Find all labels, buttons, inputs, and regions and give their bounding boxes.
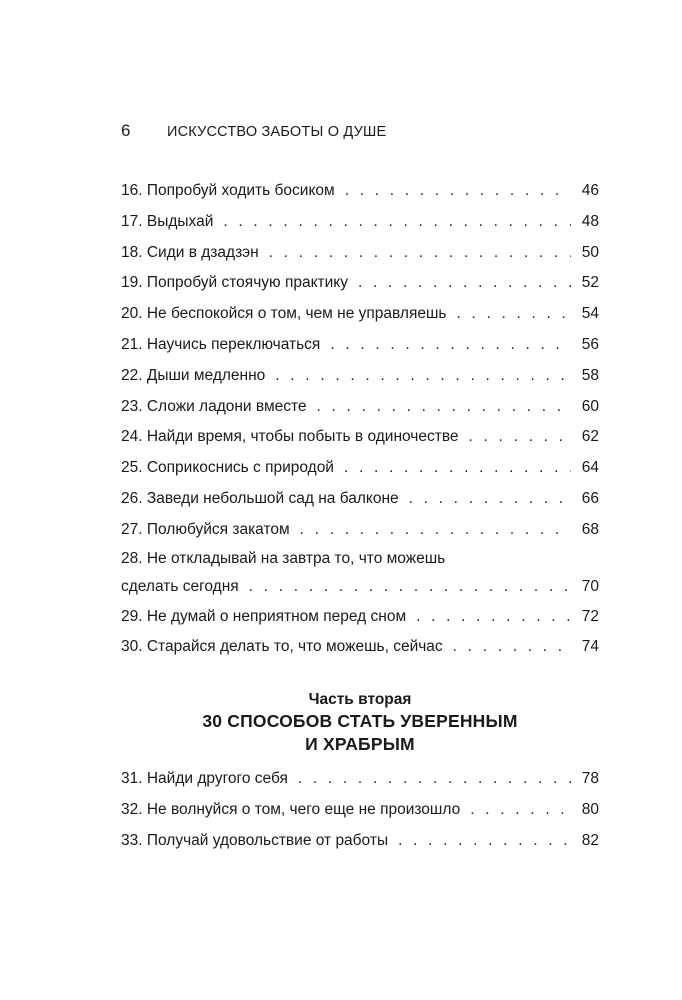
toc-entry [121, 176, 599, 207]
toc-entry [121, 546, 599, 602]
toc-entry-page: 80 [581, 800, 599, 818]
toc-entry-title: 30. Старайся делать то, что можешь, сейчас [121, 638, 443, 656]
leader-dots [398, 826, 571, 857]
toc-entry-page: 50 [581, 243, 599, 261]
toc-entry-title: 16. Попробуй ходить босиком [121, 182, 335, 199]
toc-part-two [121, 764, 599, 856]
toc-entry [121, 361, 599, 392]
toc-entry [121, 238, 599, 269]
toc-part-one [121, 176, 599, 663]
toc-entry [121, 826, 599, 857]
toc-entry-title: 26. Заведи небольшой сад на балконе [121, 489, 399, 507]
toc-entry [121, 330, 599, 361]
toc-entry-page: 58 [581, 366, 599, 384]
toc-entry-title: 29. Не думай о неприятном перед сном [121, 607, 407, 625]
toc-entry [121, 392, 599, 423]
toc-entry-title: 27. Полюбуйся закатом [121, 520, 290, 538]
part-title-line-1: 30 СПОСОБОВ СТАТЬ УВЕРЕННЫМ [202, 711, 518, 731]
running-head [121, 121, 601, 141]
toc-entry-page: 78 [581, 770, 599, 787]
leader-dots [409, 484, 571, 515]
toc-entry-page: 64 [581, 459, 599, 477]
leader-dots [223, 207, 571, 238]
page-number: 6 [121, 121, 131, 140]
leader-dots [470, 795, 571, 826]
toc-entry-title: 23. Сложи ладони вместе [121, 397, 307, 415]
leader-dots [345, 176, 571, 207]
toc-entry [121, 268, 599, 299]
toc-entry-page: 48 [581, 212, 599, 230]
leader-dots [317, 392, 571, 423]
leader-dots [416, 602, 571, 633]
toc-entry-title: 17. Выдыхай [121, 212, 214, 230]
toc-entry-page: 68 [581, 520, 599, 538]
toc-entry [121, 299, 599, 330]
toc-entry-page: 60 [581, 397, 599, 415]
toc-entry-title: 20. Не беспокойся о том, чем не управляешь [121, 305, 447, 323]
toc-entry-title: 19. Попробуй стоячую практику [121, 274, 348, 292]
toc-entry-page: 70 [581, 577, 599, 595]
toc-entry-title: 18. Сиди в дзадзэн [121, 243, 259, 261]
toc-entry-page: 54 [581, 305, 599, 323]
toc-entry-title: 22. Дыши медленно [121, 366, 266, 384]
part-two-heading [121, 690, 599, 756]
toc-entry-page: 52 [581, 274, 599, 292]
toc-entry-title: 25. Соприкоснись с природой [121, 459, 334, 477]
part-title-line-2: И ХРАБРЫМ [305, 734, 415, 754]
toc-entry [121, 795, 599, 826]
toc-entry-title: 21. Научись переключаться [121, 335, 321, 353]
toc-entry-title: 24. Найди время, чтобы побыть в одиночестве [121, 428, 459, 446]
leader-dots [453, 632, 571, 663]
leader-dots [298, 764, 571, 795]
leader-dots [269, 238, 571, 269]
toc-entry [121, 207, 599, 238]
toc-entry-page: 56 [581, 335, 599, 353]
toc-entry-page: 62 [581, 428, 599, 446]
toc-entry-page: 46 [581, 182, 599, 199]
leader-dots [469, 422, 571, 453]
book-title: ИСКУССТВО ЗАБОТЫ О ДУШЕ [167, 124, 387, 140]
toc-entry [121, 515, 599, 546]
leader-dots [300, 515, 571, 546]
toc-entry [121, 484, 599, 515]
toc-entry [121, 422, 599, 453]
toc-entry-title: 28. Не откладывай на завтра то, что можешь [121, 549, 446, 567]
leader-dots [358, 268, 571, 299]
toc-entry-page: 82 [581, 831, 599, 849]
toc-entry-title: 33. Получай удовольствие от работы [121, 831, 389, 849]
toc-entry-page: 72 [581, 607, 599, 625]
toc-entry-page: 66 [581, 489, 599, 507]
toc-entry-title-continued: сделать сегодня [121, 577, 239, 595]
toc-entry [121, 602, 599, 633]
leader-dots [330, 330, 571, 361]
leader-dots [344, 453, 571, 484]
part-label: Часть вторая [308, 691, 412, 708]
toc-entry-title: 32. Не волнуйся о том, чего еще не произошло [121, 800, 461, 818]
toc-entry-page: 74 [581, 638, 599, 656]
toc-entry [121, 764, 599, 795]
toc-entry-title: 31. Найди другого себя [121, 770, 288, 787]
leader-dots [275, 361, 571, 392]
leader-dots [249, 572, 571, 602]
leader-dots [456, 299, 571, 330]
toc-entry [121, 632, 599, 663]
toc-entry [121, 453, 599, 484]
